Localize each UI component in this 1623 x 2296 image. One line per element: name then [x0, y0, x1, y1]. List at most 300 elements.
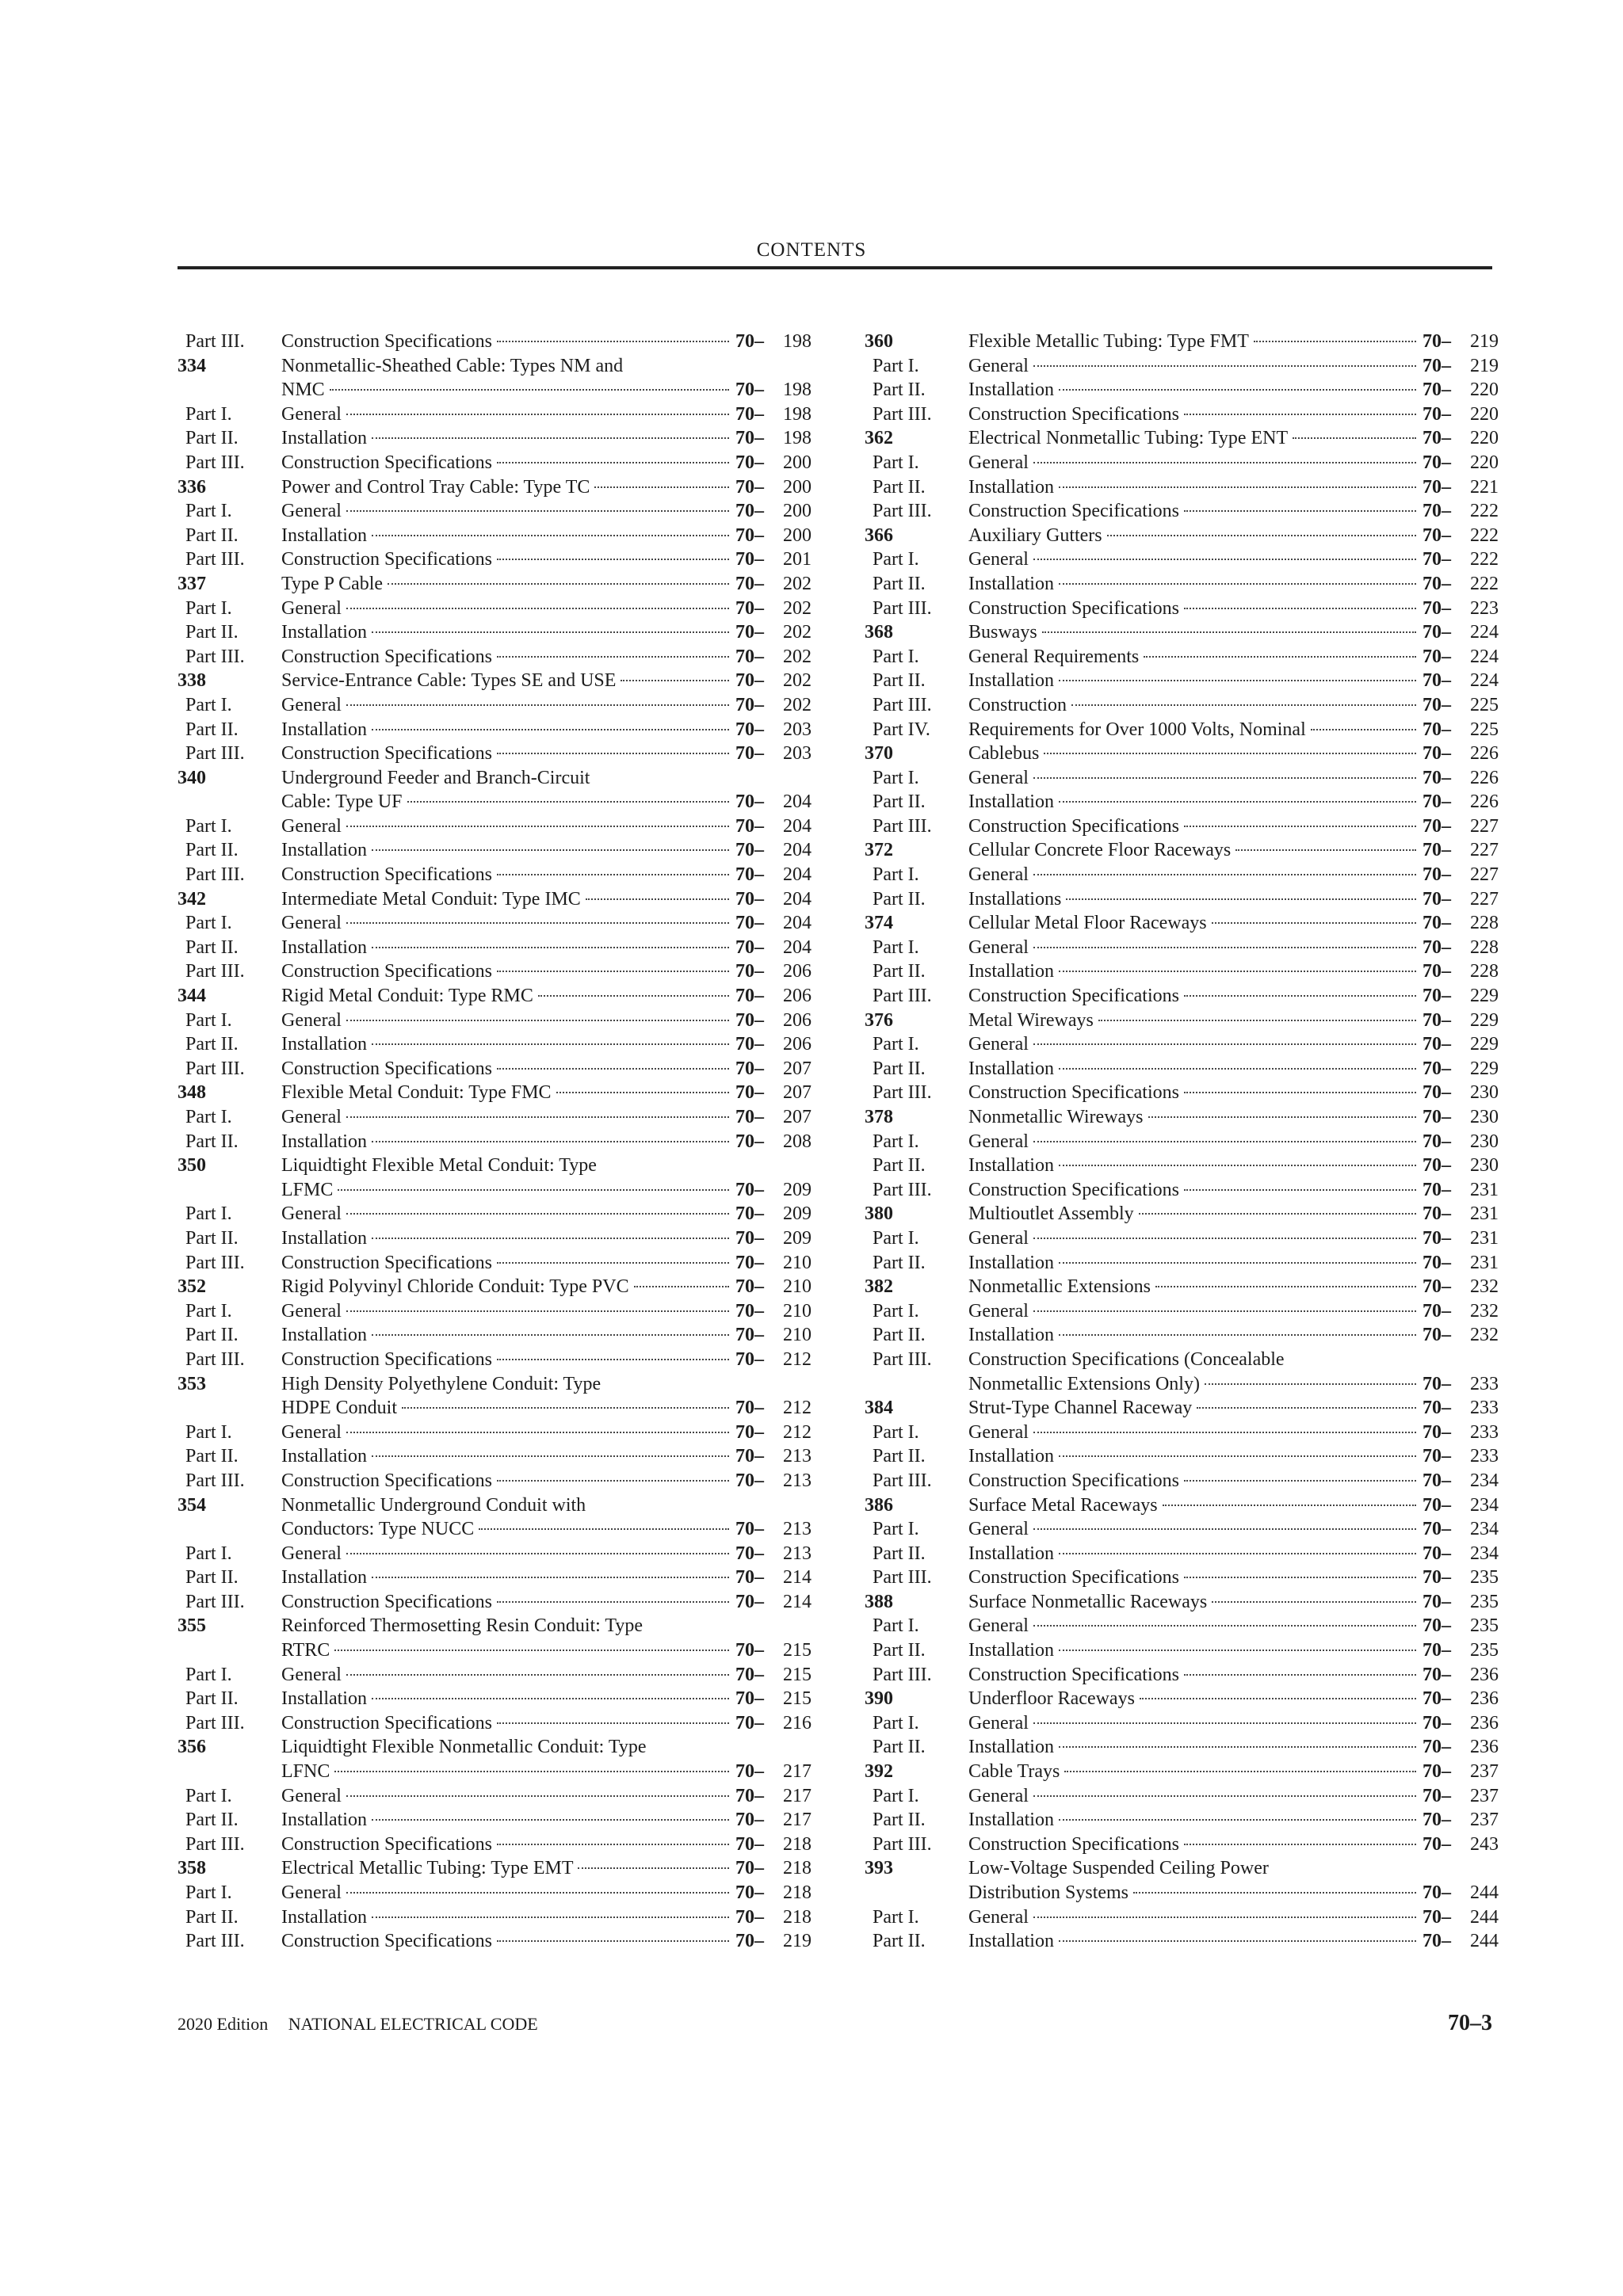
- dot-leader: [497, 1480, 729, 1482]
- entry-body: [968, 1251, 1499, 1276]
- toc-part-entry: [865, 1929, 1499, 1954]
- page-number: 228: [1470, 961, 1499, 982]
- page-number: 222: [1470, 501, 1499, 522]
- toc-part-entry: [178, 1009, 812, 1033]
- entry-title: General: [281, 1300, 342, 1322]
- page-number: 218: [783, 1882, 812, 1903]
- entry-title-line: [281, 354, 812, 379]
- entry-title: General: [281, 597, 342, 619]
- entry-title-line: [281, 620, 812, 645]
- dot-leader: [1033, 1917, 1416, 1918]
- entry-title-line: [968, 1275, 1499, 1299]
- dot-leader: [1033, 874, 1416, 875]
- entry-body: [968, 790, 1499, 814]
- entry-body: [968, 814, 1499, 839]
- entry-title-line: [968, 1542, 1499, 1566]
- toc-part-entry: [178, 597, 812, 621]
- page-number: 221: [1470, 476, 1499, 498]
- page-number: 215: [783, 1664, 812, 1685]
- dot-leader: [1059, 1940, 1416, 1942]
- entry-title-line: [281, 1881, 812, 1905]
- toc-part-entry: [865, 1735, 1499, 1760]
- entry-title: General: [968, 1421, 1029, 1443]
- page-number: 215: [783, 1688, 812, 1710]
- page-number: 235: [1470, 1640, 1499, 1661]
- part-label: Part III.: [185, 452, 245, 473]
- entry-title-line: [968, 936, 1499, 960]
- entry-title-line: [968, 1323, 1499, 1348]
- entry-title-line: [281, 1444, 812, 1469]
- page-number: 212: [783, 1398, 812, 1419]
- dot-leader: [497, 971, 729, 972]
- entry-title: Construction Specifications: [968, 986, 1179, 1007]
- page-prefix: 70–: [735, 597, 764, 619]
- entry-title: Metal Wireways: [968, 1009, 1094, 1031]
- dot-leader: [497, 1844, 729, 1845]
- part-label: Part II.: [185, 1567, 239, 1589]
- entry-title-line: [281, 451, 812, 475]
- page-prefix: 70–: [1423, 1494, 1451, 1516]
- article-number: 372: [865, 840, 893, 861]
- entry-title: Installation: [968, 1325, 1054, 1346]
- entry-title-line: [968, 451, 1499, 475]
- entry-title: General: [968, 1300, 1029, 1322]
- article-number: 378: [865, 1107, 893, 1127]
- entry-body: [281, 1663, 812, 1688]
- dot-leader: [556, 1092, 729, 1093]
- entry-title: Installation: [281, 622, 367, 643]
- entry-title: General: [281, 1543, 342, 1564]
- toc-part-entry: [178, 838, 812, 863]
- page-number: 230: [1470, 1155, 1499, 1177]
- entry-body: [968, 1105, 1499, 1130]
- dot-leader: [372, 1334, 729, 1336]
- toc-part-entry: [178, 936, 812, 960]
- page-prefix: 70–: [1423, 986, 1451, 1007]
- dot-leader: [334, 1650, 729, 1651]
- toc-part-entry: [865, 1444, 1499, 1469]
- toc-part-entry: [865, 1638, 1499, 1663]
- part-label: Part I.: [873, 646, 919, 667]
- page-prefix: 70–: [735, 1519, 764, 1540]
- toc-part-entry: [865, 1178, 1499, 1203]
- page-number: 234: [1470, 1494, 1499, 1516]
- entry-body: [281, 1614, 812, 1662]
- page-number: 198: [783, 403, 812, 425]
- part-label: Part II.: [185, 1906, 239, 1928]
- toc-article-entry: [178, 475, 812, 500]
- page-number: 201: [783, 549, 812, 570]
- entry-title: Installation: [281, 1131, 367, 1152]
- entry-title: Installation: [968, 1810, 1054, 1831]
- toc-article-entry: [865, 838, 1499, 863]
- entry-title: General: [968, 864, 1029, 886]
- article-number: 388: [865, 1591, 893, 1612]
- entry-title-line: [281, 742, 812, 766]
- entry-body: [281, 984, 812, 1009]
- page-number: 206: [783, 961, 812, 982]
- entry-title: Construction Specifications: [968, 1833, 1179, 1855]
- entry-title: Construction Specifications: [968, 1664, 1179, 1685]
- page-prefix: 70–: [1423, 1615, 1451, 1637]
- dot-leader: [1033, 365, 1416, 367]
- entry-title: Cable Trays: [968, 1761, 1060, 1783]
- page-prefix: 70–: [735, 864, 764, 886]
- entry-title-line: [968, 524, 1499, 548]
- entry-title-line: [281, 1323, 812, 1348]
- page-number: 207: [783, 1082, 812, 1104]
- article-number: 337: [178, 573, 206, 594]
- page-number: 237: [1470, 1761, 1499, 1783]
- entry-title: Cellular Concrete Floor Raceways: [968, 840, 1232, 861]
- dot-leader: [1033, 1238, 1416, 1239]
- dot-leader: [346, 826, 729, 827]
- page-prefix: 70–: [735, 1761, 764, 1783]
- page-number: 204: [783, 936, 812, 958]
- article-number: 336: [178, 476, 206, 498]
- page-number: 202: [783, 646, 812, 667]
- part-label: Part II.: [185, 1131, 239, 1152]
- entry-body: [281, 887, 812, 912]
- entry-body: [968, 499, 1499, 524]
- page-prefix: 70–: [1423, 379, 1451, 401]
- part-label: Part II.: [185, 622, 239, 643]
- entry-title-line: [281, 1760, 812, 1784]
- part-label: Part I.: [873, 1785, 919, 1806]
- entry-body: [281, 1711, 812, 1736]
- page-prefix: 70–: [1423, 888, 1451, 910]
- page-prefix: 70–: [1423, 864, 1451, 886]
- page-prefix: 70–: [735, 1470, 764, 1491]
- entry-title-line: [281, 814, 812, 839]
- entry-title: Construction Specifications: [968, 815, 1179, 837]
- toc-part-entry: [178, 1202, 812, 1226]
- entry-title-line: [968, 499, 1499, 524]
- entry-title: General: [281, 694, 342, 715]
- entry-title-line: [281, 1130, 812, 1154]
- page-prefix: 70–: [735, 1034, 764, 1055]
- toc-part-entry: [865, 1833, 1499, 1857]
- toc-part-entry: [178, 1251, 812, 1276]
- toc-article-entry: [178, 669, 812, 693]
- entry-title: Installation: [281, 1567, 367, 1589]
- page-prefix: 70–: [735, 1664, 764, 1685]
- dot-leader: [586, 898, 729, 900]
- entry-title: Construction Specifications: [968, 501, 1179, 522]
- toc-part-entry: [865, 959, 1499, 984]
- dot-leader: [346, 1553, 729, 1554]
- entry-body: [281, 1856, 812, 1881]
- toc-part-entry: [865, 887, 1499, 912]
- footer-publication: NATIONAL ELECTRICAL CODE: [288, 2014, 538, 2034]
- dot-leader: [1033, 1795, 1416, 1797]
- entry-title-continued: HDPE Conduit: [281, 1398, 398, 1419]
- dot-leader: [1184, 1674, 1416, 1676]
- part-label: Part III.: [185, 1712, 245, 1733]
- dot-leader: [1033, 1432, 1416, 1433]
- dot-leader: [372, 729, 729, 730]
- dot-leader: [372, 535, 729, 536]
- page-number: 229: [1470, 1034, 1499, 1055]
- page-prefix: 70–: [1423, 476, 1451, 498]
- entry-title-line: [281, 1009, 812, 1033]
- article-number: 390: [865, 1688, 893, 1710]
- toc-article-entry: [865, 1105, 1499, 1130]
- entry-title-line: [281, 790, 812, 814]
- entry-title-line: [968, 669, 1499, 693]
- entry-body: [281, 1081, 812, 1105]
- entry-title: Installation: [281, 524, 367, 546]
- article-number: 352: [178, 1276, 206, 1298]
- toc-part-entry: [865, 1905, 1499, 1930]
- toc-part-entry: [865, 1469, 1499, 1493]
- toc-part-entry: [178, 426, 812, 451]
- entry-title-line: [281, 1299, 812, 1324]
- part-label: Part I.: [185, 1785, 232, 1806]
- page-number: 200: [783, 476, 812, 498]
- page-prefix: 70–: [1423, 1664, 1451, 1685]
- entry-title: Construction Specifications: [968, 1567, 1179, 1589]
- entry-title-line: [281, 547, 812, 572]
- entry-title-line: [281, 1711, 812, 1736]
- part-label: Part II.: [873, 1155, 926, 1177]
- page-number: 213: [783, 1543, 812, 1564]
- entry-body: [281, 1905, 812, 1930]
- entry-title: Installation: [281, 1446, 367, 1467]
- entry-body: [968, 1202, 1499, 1226]
- page-number: 220: [1470, 379, 1499, 401]
- entry-title: Construction Specifications: [281, 646, 492, 667]
- dot-leader: [372, 1577, 729, 1578]
- dot-leader: [1044, 753, 1416, 754]
- dot-leader: [1184, 1844, 1416, 1845]
- entry-title: General: [968, 1906, 1029, 1928]
- entry-body: [281, 1590, 812, 1615]
- toc-article-entry: [865, 1590, 1499, 1615]
- toc-part-entry: [865, 718, 1499, 742]
- page-number: 236: [1470, 1712, 1499, 1733]
- article-number: 342: [178, 888, 206, 910]
- entry-title-line: [281, 1396, 812, 1421]
- entry-body: [968, 451, 1499, 475]
- entry-title-line: [968, 1711, 1499, 1736]
- dot-leader: [1098, 1020, 1416, 1021]
- entry-title: Surface Metal Raceways: [968, 1494, 1158, 1516]
- dot-leader: [497, 1722, 729, 1724]
- entry-title: Nonmetallic Extensions: [968, 1276, 1151, 1298]
- part-label: Part I.: [873, 452, 919, 473]
- entry-title-continued: Nonmetallic Extensions Only): [968, 1373, 1200, 1394]
- entry-title-line: [968, 597, 1499, 621]
- dot-leader: [346, 1674, 729, 1676]
- page-prefix: 70–: [735, 791, 764, 813]
- entry-title-line: [281, 1614, 812, 1638]
- entry-title-line: [968, 1614, 1499, 1638]
- entry-title: General: [281, 1882, 342, 1903]
- entry-title-line: [281, 1154, 812, 1178]
- part-label: Part II.: [185, 1034, 239, 1055]
- part-label: Part III.: [873, 1664, 932, 1685]
- part-label: Part III.: [185, 1348, 245, 1370]
- dot-leader: [1184, 414, 1416, 415]
- entry-title-line: [968, 814, 1499, 839]
- dot-leader: [1107, 535, 1416, 536]
- part-label: Part III.: [185, 549, 245, 570]
- toc-part-entry: [865, 936, 1499, 960]
- entry-title-line: [968, 1638, 1499, 1663]
- page-prefix: 70–: [735, 331, 764, 352]
- entry-body: [968, 524, 1499, 548]
- entry-title: General: [281, 815, 342, 837]
- entry-body: [281, 766, 812, 814]
- article-number: 376: [865, 1009, 893, 1031]
- entry-title-line: [968, 1372, 1499, 1397]
- entry-body: [968, 669, 1499, 693]
- entry-body: [281, 718, 812, 742]
- page-prefix: 70–: [735, 1058, 764, 1079]
- part-label: Part I.: [185, 1664, 232, 1685]
- entry-title-line: [968, 426, 1499, 451]
- entry-title: Installation: [281, 1034, 367, 1055]
- entry-title-line: [968, 1735, 1499, 1760]
- entry-body: [281, 547, 812, 572]
- entry-title-line: [968, 378, 1499, 402]
- article-number: 348: [178, 1082, 206, 1104]
- entry-title-line: [281, 1105, 812, 1130]
- part-label: Part I.: [873, 1615, 919, 1637]
- dot-leader: [1133, 1892, 1416, 1894]
- toc-article-entry: [865, 426, 1499, 451]
- toc-part-entry: [865, 1299, 1499, 1324]
- page-prefix: 70–: [1423, 1470, 1451, 1491]
- part-label: Part III.: [873, 597, 932, 619]
- toc-part-entry: [865, 547, 1499, 572]
- entry-title-line: [281, 1348, 812, 1372]
- page-number: 232: [1470, 1325, 1499, 1346]
- entry-body: [968, 1057, 1499, 1081]
- toc-article-entry: [178, 572, 812, 597]
- page-number: 218: [783, 1833, 812, 1855]
- entry-body: [968, 547, 1499, 572]
- page-number: 233: [1470, 1398, 1499, 1419]
- entry-title-continued: Cable: Type UF: [281, 791, 403, 813]
- entry-title: Installation: [968, 1155, 1054, 1177]
- page-prefix: 70–: [1423, 1833, 1451, 1855]
- entry-title: High Density Polyethylene Conduit: Type: [281, 1373, 601, 1394]
- page-prefix: 70–: [1423, 767, 1451, 788]
- part-label: Part I.: [185, 694, 232, 715]
- toc-part-entry: [178, 1057, 812, 1081]
- page-prefix: 70–: [1423, 1203, 1451, 1225]
- toc-left-column: [178, 330, 812, 1954]
- page-number: 229: [1470, 1009, 1499, 1031]
- toc-part-entry: [178, 1105, 812, 1130]
- entry-body: [281, 1009, 812, 1033]
- entry-body: [968, 1226, 1499, 1251]
- entry-title-line: [968, 1421, 1499, 1445]
- entry-title: Installation: [281, 936, 367, 958]
- entry-body: [281, 1881, 812, 1905]
- page-prefix: 70–: [735, 1543, 764, 1564]
- entry-title-line: [281, 766, 812, 791]
- entry-title-line: [281, 1833, 812, 1857]
- page-prefix: 70–: [735, 1203, 764, 1225]
- entry-title: Intermediate Metal Conduit: Type IMC: [281, 888, 581, 910]
- entry-body: [968, 1735, 1499, 1760]
- page-number: 222: [1470, 524, 1499, 546]
- entry-title-line: [281, 838, 812, 863]
- page-number: 219: [783, 1931, 812, 1952]
- dot-leader: [538, 995, 729, 997]
- entry-title-line: [968, 1081, 1499, 1105]
- page-number: 198: [783, 428, 812, 449]
- entry-body: [968, 1396, 1499, 1421]
- page-footer: [178, 2014, 538, 2035]
- page-prefix: 70–: [1423, 719, 1451, 740]
- entry-body: [281, 1784, 812, 1809]
- toc-part-entry: [178, 1929, 812, 1954]
- page-prefix: 70–: [735, 1906, 764, 1928]
- page-prefix: 70–: [735, 840, 764, 861]
- page-prefix: 70–: [735, 986, 764, 1007]
- toc-part-entry: [865, 1081, 1499, 1105]
- page-prefix: 70–: [1423, 961, 1451, 982]
- entry-title: General: [968, 767, 1029, 788]
- entry-body: [281, 354, 812, 402]
- entry-title-line: [281, 1638, 812, 1663]
- dot-leader: [1059, 801, 1416, 803]
- dot-leader: [346, 414, 729, 415]
- part-label: Part II.: [873, 476, 926, 498]
- page-prefix: 70–: [735, 1446, 764, 1467]
- page-number: 235: [1470, 1591, 1499, 1612]
- entry-title: Construction Specifications: [968, 1082, 1179, 1104]
- page-prefix: 70–: [1423, 524, 1451, 546]
- page-prefix: 70–: [1423, 1931, 1451, 1952]
- article-number: 358: [178, 1858, 206, 1879]
- page-prefix: 70–: [735, 1348, 764, 1370]
- entry-body: [281, 1251, 812, 1276]
- entry-body: [281, 1421, 812, 1445]
- dot-leader: [1033, 559, 1416, 560]
- toc-part-entry: [865, 1808, 1499, 1833]
- entry-body: [281, 451, 812, 475]
- part-label: Part II.: [185, 1227, 239, 1249]
- entry-body: [968, 693, 1499, 718]
- entry-title: General: [281, 1664, 342, 1685]
- toc-part-entry: [865, 1251, 1499, 1276]
- dot-leader: [1184, 1092, 1416, 1093]
- entry-title-line: [968, 766, 1499, 791]
- entry-title-line: [968, 1444, 1499, 1469]
- toc-part-entry: [178, 814, 812, 839]
- entry-title-line: [968, 1929, 1499, 1954]
- entry-body: [968, 1421, 1499, 1445]
- toc-article-entry: [178, 1275, 812, 1299]
- dot-leader: [1059, 1068, 1416, 1070]
- entry-title: General: [281, 1203, 342, 1225]
- part-label: Part III.: [185, 743, 245, 765]
- entry-body: [968, 597, 1499, 621]
- part-label: Part II.: [185, 719, 239, 740]
- toc-part-entry: [178, 1711, 812, 1736]
- article-number: 334: [178, 355, 206, 376]
- entry-title-line: [281, 475, 812, 500]
- entry-title: Power and Control Tray Cable: Type TC: [281, 476, 590, 498]
- dot-leader: [497, 753, 729, 754]
- page-prefix: 70–: [735, 1179, 764, 1200]
- entry-body: [968, 1444, 1499, 1469]
